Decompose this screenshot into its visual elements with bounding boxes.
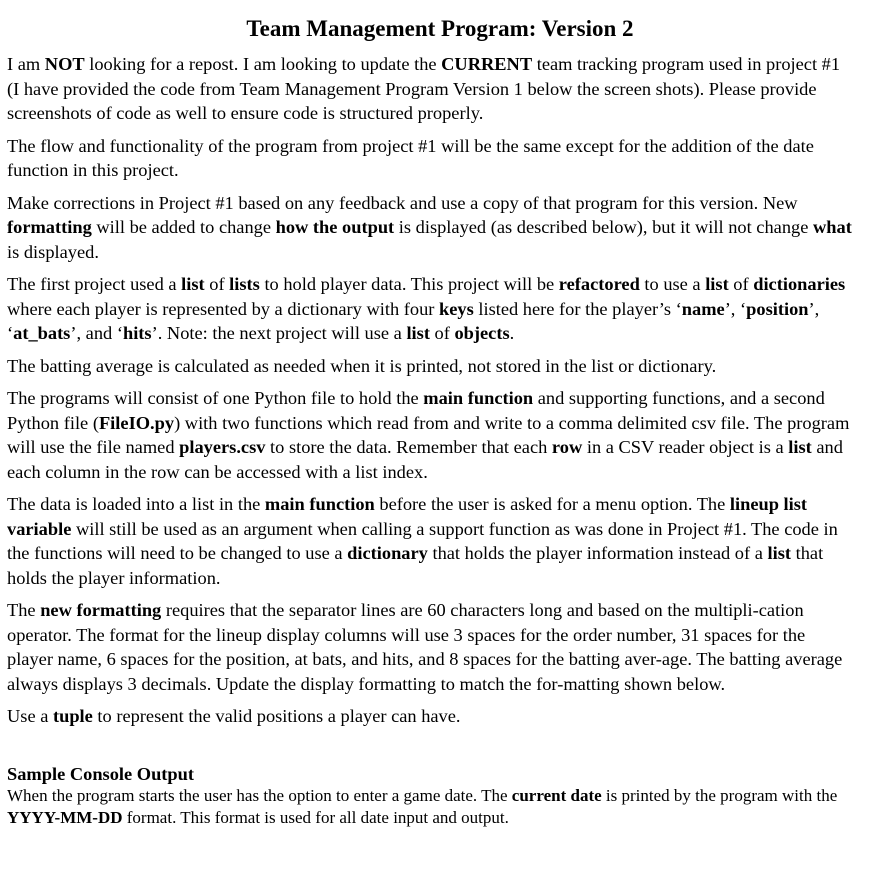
text-run: and supporting functions, and a second Python file ( bbox=[7, 388, 825, 433]
text-run: requires that the separator lines are 60 characters long and based on the multipli-cation operator. The format for the lineup display columns will use 3 spaces for the order number, 31 spaces for the player name, 6 spaces for the position, at bats, and hits, and 8 spaces for the batting aver-age. The batting average always displays 3 decimals. Update the display formatting to match the for-matting shown below. bbox=[7, 600, 843, 694]
bold-text: position bbox=[746, 298, 809, 319]
text-run: I am bbox=[7, 54, 45, 74]
sample-output-heading: Sample Console Output bbox=[7, 763, 195, 784]
text-run: to hold player data. This project will be bbox=[259, 274, 559, 294]
sample-output-text bbox=[7, 785, 853, 829]
text-run: The flow and functionality of the program from project #1 will be the same except for the addition of the date function in this project. bbox=[7, 135, 814, 180]
bold-text: list bbox=[788, 437, 812, 457]
text-run: The batting average is calculated as needed when it is printed, not stored in the list or dictionary. bbox=[7, 355, 717, 376]
paragraph-python-files bbox=[7, 386, 853, 484]
bold-text: players.csv bbox=[179, 437, 266, 457]
text-run: Use a bbox=[7, 706, 53, 726]
text-run: will be added to change bbox=[91, 217, 276, 237]
text-run: and each column in the row can be accessed with a list index. bbox=[7, 437, 843, 482]
bold-text: lists bbox=[229, 274, 260, 294]
text-run: Make corrections in Project #1 based on any feedback and use a copy of that program for this version. New bbox=[7, 192, 798, 213]
text-run: The bbox=[7, 600, 41, 620]
paragraph-refactor bbox=[7, 272, 853, 346]
text-run: . bbox=[509, 323, 515, 343]
paragraph-corrections bbox=[7, 191, 853, 265]
paragraph-batting-average bbox=[7, 354, 853, 379]
bold-text: what bbox=[812, 217, 852, 237]
bold-text: FileIO.py bbox=[98, 412, 175, 433]
text-run: is printed by the program with the bbox=[601, 785, 838, 805]
bold-text: list bbox=[705, 274, 729, 294]
text-run: ’. Note: the next project will use a bbox=[151, 323, 407, 343]
text-run: of bbox=[728, 274, 754, 294]
text-run: of bbox=[204, 274, 230, 294]
bold-text: at_bats bbox=[13, 323, 71, 343]
bold-text: tuple bbox=[52, 706, 93, 726]
bold-text: row bbox=[551, 437, 583, 457]
bold-text: dictionary bbox=[347, 543, 428, 563]
bold-text: main function bbox=[264, 494, 375, 514]
bold-text: list bbox=[406, 323, 430, 343]
paragraph-repost-note bbox=[7, 52, 853, 126]
bold-text: lineup list variable bbox=[7, 494, 808, 539]
paragraph-flow bbox=[7, 134, 853, 183]
text-run: that holds the player information instead of a bbox=[427, 543, 768, 563]
paragraph-tuple bbox=[7, 704, 853, 729]
text-run: ’, ‘ bbox=[7, 298, 820, 343]
text-run: The programs will consist of one Python file to hold the bbox=[7, 388, 424, 408]
text-run: is displayed. bbox=[7, 241, 99, 262]
text-run: looking for a repost. I am looking to update the bbox=[84, 54, 442, 74]
bold-text: refactored bbox=[558, 274, 640, 294]
bold-text: CURRENT bbox=[441, 54, 533, 74]
text-run: before the user is asked for a menu option. The bbox=[374, 494, 730, 514]
text-run: listed here for the player’s ‘ bbox=[473, 298, 682, 319]
bold-text: name bbox=[681, 298, 725, 319]
text-run: format. This format is used for all date input and output. bbox=[122, 807, 509, 827]
text-run: ’, ‘ bbox=[724, 298, 747, 319]
text-run: where each player is represented by a dictionary with four bbox=[7, 298, 440, 319]
bold-text: hits bbox=[122, 323, 152, 343]
bold-text: how the output bbox=[275, 217, 395, 237]
bold-text: YYYY-MM-DD bbox=[7, 807, 123, 827]
bold-text: formatting bbox=[7, 217, 92, 237]
text-run: to use a bbox=[639, 274, 706, 294]
text-run: in a CSV reader object is a bbox=[582, 437, 789, 457]
bold-text: new formatting bbox=[40, 600, 162, 620]
paragraph-formatting bbox=[7, 598, 853, 696]
document-title: Team Management Program: Version 2 bbox=[246, 16, 634, 41]
text-run: to represent the valid positions a player can have. bbox=[92, 706, 461, 726]
bold-text: list bbox=[767, 543, 792, 563]
text-run: that holds the player information. bbox=[7, 543, 824, 588]
text-run: The first project used a bbox=[7, 274, 182, 294]
text-run: will still be used as an argument when calling a support function as was done in Project #1. The code in the functions will need to be changed to use a bbox=[7, 518, 838, 563]
text-run: is displayed (as described below), but it will not change bbox=[394, 217, 813, 237]
bold-text: list bbox=[181, 274, 205, 294]
paragraph-main-function bbox=[7, 492, 853, 590]
bold-text: keys bbox=[439, 298, 474, 319]
bold-text: dictionaries bbox=[753, 274, 846, 294]
text-run: team tracking program used in project #1 (I have provided the code from Team Management Program Version 1 below the screen shots). Please provide screenshots of code as well to ensure code is structured properly. bbox=[7, 54, 841, 123]
text-run: When the program starts the user has the option to enter a game date. The bbox=[7, 785, 512, 805]
text-run: ’, and ‘ bbox=[70, 323, 123, 343]
bold-text: NOT bbox=[44, 54, 85, 74]
bold-text: current date bbox=[511, 785, 602, 805]
text-run: of bbox=[429, 323, 455, 343]
bold-text: objects bbox=[454, 323, 510, 343]
text-run: The data is loaded into a list in the bbox=[7, 494, 265, 514]
bold-text: main function bbox=[423, 388, 534, 408]
text-run: to store the data. Remember that each bbox=[265, 437, 552, 457]
text-run: ) with two functions which read from and write to a comma delimited csv file. The program will use the file named bbox=[7, 412, 850, 457]
